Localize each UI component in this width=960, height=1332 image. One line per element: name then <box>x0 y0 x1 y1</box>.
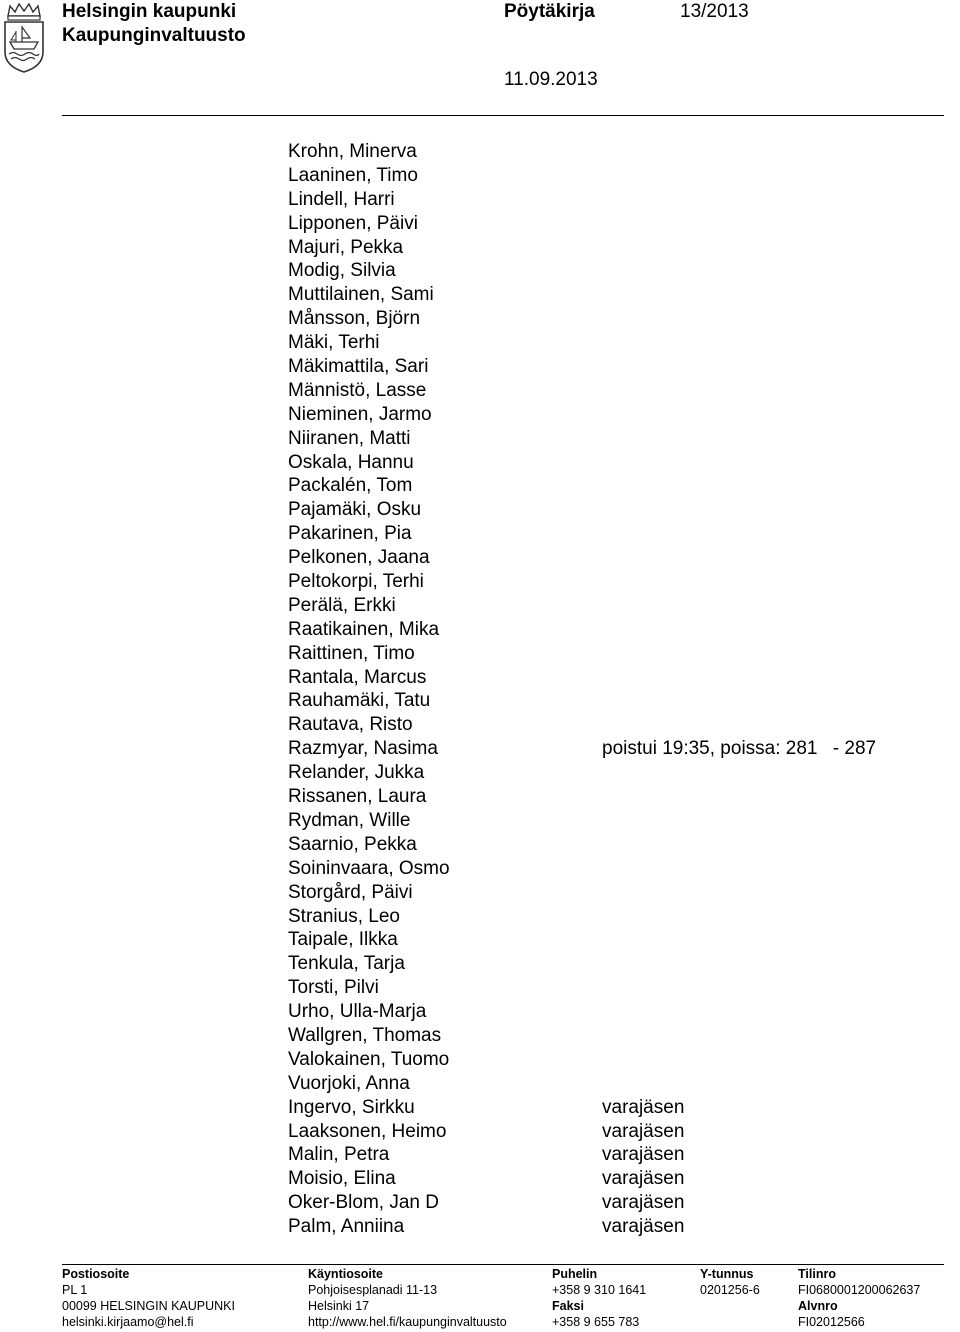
member-name: Rydman, Wille <box>288 809 411 831</box>
member-name: Peltokorpi, Terhi <box>288 571 424 593</box>
vat-number: FI02012566 <box>798 1315 865 1329</box>
member-row <box>288 666 928 690</box>
member-row <box>288 236 928 260</box>
member-row <box>288 164 928 188</box>
member-name: Lipponen, Päivi <box>288 212 418 234</box>
member-row <box>288 212 928 236</box>
member-name: Wallgren, Thomas <box>288 1024 442 1046</box>
member-name: Männistö, Lasse <box>288 379 427 401</box>
member-note-text: varajäsen <box>602 1096 685 1118</box>
member-row <box>288 952 928 976</box>
header-divider <box>62 115 944 116</box>
member-row <box>288 403 928 427</box>
meeting-date: 11.09.2013 <box>504 69 598 90</box>
member-row <box>288 905 928 929</box>
member-name: Soininvaara, Osmo <box>288 857 450 879</box>
member-row <box>288 642 928 666</box>
member-name: Raatikainen, Mika <box>288 618 440 640</box>
member-row <box>288 976 928 1000</box>
member-note <box>602 737 886 761</box>
member-name: Rauhamäki, Tatu <box>288 690 431 712</box>
member-row <box>288 283 928 307</box>
member-row <box>288 761 928 785</box>
member-row <box>288 570 928 594</box>
member-row <box>288 1000 928 1024</box>
member-row <box>288 1167 928 1191</box>
member-name: Urho, Ulla-Marja <box>288 1001 427 1023</box>
phone-heading: Puhelin <box>552 1267 598 1281</box>
member-note <box>602 1167 684 1191</box>
footer-divider <box>62 1264 944 1265</box>
member-row <box>288 785 928 809</box>
member-row <box>288 451 928 475</box>
member-name: Raittinen, Timo <box>288 642 415 664</box>
member-name: Laaninen, Timo <box>288 164 418 186</box>
member-row <box>288 259 928 283</box>
member-row <box>288 307 928 331</box>
member-note <box>602 1143 684 1167</box>
member-name: Torsti, Pilvi <box>288 977 379 999</box>
member-name: Palm, Anniina <box>288 1216 405 1238</box>
member-row <box>288 928 928 952</box>
member-name: Relander, Jukka <box>288 762 425 784</box>
postal-line: PL 1 <box>62 1283 88 1297</box>
member-row <box>288 618 928 642</box>
member-name: Modig, Silvia <box>288 260 396 282</box>
member-name: Valokainen, Tuomo <box>288 1048 450 1070</box>
member-row <box>288 1096 928 1120</box>
member-note-text: varajäsen <box>602 1192 685 1214</box>
document-number: 13/2013 <box>680 1 749 22</box>
organization-name <box>62 0 246 48</box>
member-row <box>288 594 928 618</box>
member-name: Nieminen, Jarmo <box>288 403 432 425</box>
member-name: Laaksonen, Heimo <box>288 1120 447 1142</box>
member-name: Stranius, Leo <box>288 905 400 927</box>
visiting-line: Pohjoisesplanadi 11-13 <box>308 1283 438 1297</box>
member-name: Tenkula, Tarja <box>288 953 405 975</box>
member-name: Moisio, Elina <box>288 1168 396 1190</box>
member-name: Mäki, Terhi <box>288 332 380 354</box>
member-row <box>288 331 928 355</box>
member-note-text: poistui 19:35, poissa: 281 <box>602 738 818 760</box>
email-link[interactable]: helsinki.kirjaamo@hel.fi <box>62 1315 194 1329</box>
member-row <box>288 474 928 498</box>
document-type: Pöytäkirja <box>504 1 595 22</box>
member-name: Krohn, Minerva <box>288 141 417 162</box>
member-name: Månsson, Björn <box>288 308 421 330</box>
member-note-text: varajäsen <box>602 1168 685 1190</box>
member-name: Pelkonen, Jaana <box>288 547 430 569</box>
member-name: Ingervo, Sirkku <box>288 1096 415 1118</box>
account-info <box>798 1266 920 1330</box>
member-row <box>288 140 928 164</box>
member-row <box>288 522 928 546</box>
fax-number: +358 9 655 783 <box>552 1315 640 1329</box>
member-note-range-end: - 287 <box>827 738 877 760</box>
member-row <box>288 1024 928 1048</box>
vat-heading: Alvnro <box>798 1299 838 1313</box>
postal-line: 00099 HELSINGIN KAUPUNKI <box>62 1299 235 1313</box>
member-note <box>602 1191 684 1215</box>
account-heading: Tilinro <box>798 1267 836 1281</box>
member-name: Mäkimattila, Sari <box>288 356 429 378</box>
member-name: Rissanen, Laura <box>288 786 427 808</box>
member-name: Razmyar, Nasima <box>288 738 438 760</box>
visiting-line: Helsinki 17 <box>308 1299 370 1313</box>
member-note-text: varajäsen <box>602 1120 685 1142</box>
member-name: Pakarinen, Pia <box>288 523 412 545</box>
visiting-heading: Käyntiosoite <box>308 1267 384 1281</box>
helsinki-coat-of-arms-icon <box>2 2 46 74</box>
business-id-heading: Y-tunnus <box>700 1267 754 1281</box>
member-name: Muttilainen, Sami <box>288 284 434 306</box>
member-note <box>602 1120 684 1144</box>
member-name: Lindell, Harri <box>288 188 395 210</box>
member-row <box>288 857 928 881</box>
member-name: Rautava, Risto <box>288 714 413 736</box>
body-name: Kaupunginvaltuusto <box>62 25 246 46</box>
account-number: FI0680001200062637 <box>798 1283 921 1297</box>
member-note <box>602 1215 684 1239</box>
website-link[interactable]: http://www.hel.fi/kaupunginvaltuusto <box>308 1315 507 1329</box>
business-id-info <box>700 1266 760 1298</box>
member-row <box>288 546 928 570</box>
phone-info <box>552 1266 646 1330</box>
member-name: Taipale, Ilkka <box>288 929 398 951</box>
member-row <box>288 498 928 522</box>
member-note-text: varajäsen <box>602 1144 685 1166</box>
attendance-list <box>288 140 928 1239</box>
member-name: Saarnio, Pekka <box>288 833 417 855</box>
member-row <box>288 833 928 857</box>
member-name: Pajamäki, Osku <box>288 499 422 521</box>
member-name: Perälä, Erkki <box>288 594 396 616</box>
member-name: Vuorjoki, Anna <box>288 1072 410 1094</box>
member-name: Oskala, Hannu <box>288 451 414 473</box>
member-row <box>288 1215 928 1239</box>
postal-address <box>62 1266 235 1330</box>
member-row <box>288 355 928 379</box>
member-row <box>288 1120 928 1144</box>
member-note <box>602 1096 684 1120</box>
member-name: Packalén, Tom <box>288 475 413 497</box>
member-row <box>288 427 928 451</box>
member-name: Oker-Blom, Jan D <box>288 1192 439 1214</box>
fax-heading: Faksi <box>552 1299 584 1313</box>
visiting-address <box>308 1266 507 1330</box>
member-name: Malin, Petra <box>288 1144 390 1166</box>
city-name: Helsingin kaupunki <box>62 1 237 22</box>
member-note-text: varajäsen <box>602 1216 685 1238</box>
member-name: Storgård, Päivi <box>288 881 413 903</box>
member-row <box>288 809 928 833</box>
phone-number: +358 9 310 1641 <box>552 1283 647 1297</box>
business-id-value: 0201256-6 <box>700 1283 760 1297</box>
member-row <box>288 1072 928 1096</box>
member-row <box>288 713 928 737</box>
postal-heading: Postiosoite <box>62 1267 130 1281</box>
member-row <box>288 737 928 761</box>
member-row <box>288 881 928 905</box>
member-name: Niiranen, Matti <box>288 427 411 449</box>
member-row <box>288 1191 928 1215</box>
member-row <box>288 1048 928 1072</box>
member-name: Majuri, Pekka <box>288 236 404 258</box>
member-row <box>288 188 928 212</box>
member-row <box>288 1143 928 1167</box>
member-name: Rantala, Marcus <box>288 666 427 688</box>
member-row <box>288 379 928 403</box>
member-row <box>288 689 928 713</box>
